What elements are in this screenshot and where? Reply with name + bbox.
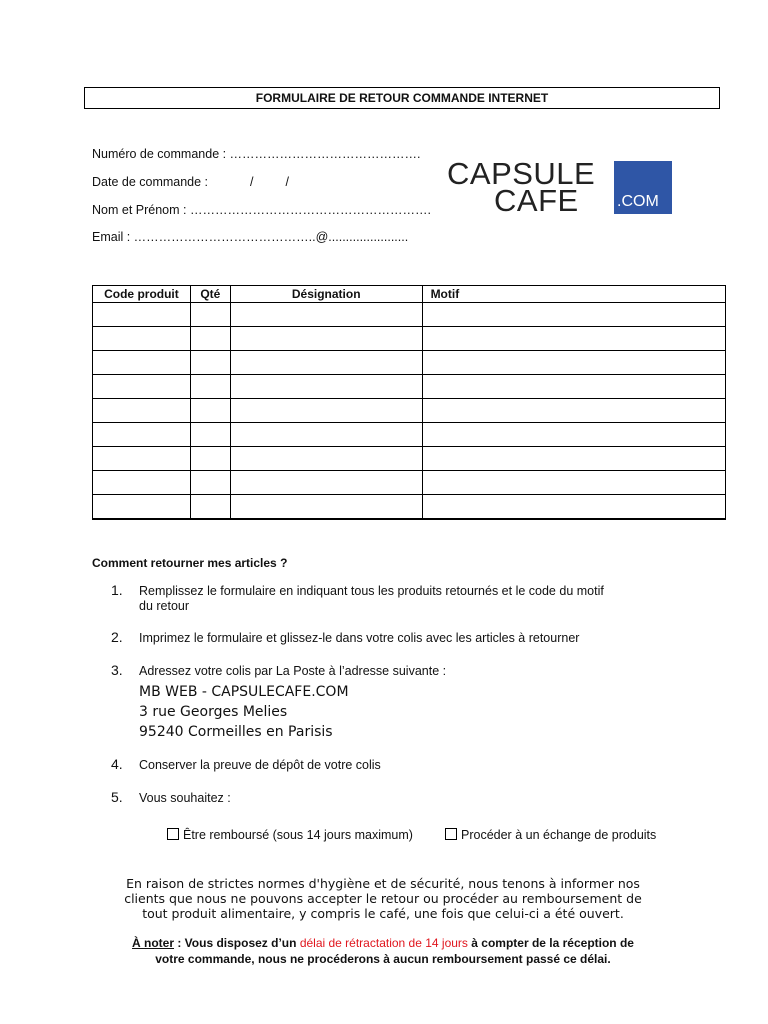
order-date-field[interactable] [92, 175, 289, 189]
cell-motif[interactable] [422, 423, 725, 447]
cell-designation[interactable] [230, 471, 422, 495]
table-row [93, 447, 726, 471]
table-row [93, 399, 726, 423]
cell-qty[interactable] [190, 471, 230, 495]
cell-designation[interactable] [230, 351, 422, 375]
table-row [93, 495, 726, 520]
cell-code[interactable] [93, 327, 191, 351]
hygiene-notice [100, 876, 666, 921]
cell-motif[interactable] [422, 327, 725, 351]
cell-designation[interactable] [230, 447, 422, 471]
note-highlight: délai de rétractation de 14 jours [299, 936, 468, 950]
cell-qty[interactable] [190, 351, 230, 375]
cell-designation[interactable] [230, 303, 422, 327]
note-label: À noter [132, 936, 175, 950]
cell-qty[interactable] [190, 327, 230, 351]
step-text: Remplissez le formulaire en indiquant tous les produits retournés et le code du motif [139, 584, 604, 598]
date-separator: / [285, 175, 290, 189]
header-code-produit: Code produit [93, 286, 191, 303]
address-line: MB WEB - CAPSULECAFE.COM [139, 684, 349, 700]
logo-line2: CAFE [494, 183, 579, 218]
address-line: 95240 Cormeilles en Parisis [139, 724, 333, 740]
date-separator: / [250, 175, 254, 189]
step-text: Vous souhaitez : [139, 791, 231, 805]
cell-code[interactable] [93, 471, 191, 495]
note-text: à compter de la réception de [467, 936, 634, 950]
step-text: Imprimez le formulaire et glissez-le dans votre colis avec les articles à retourner [139, 631, 580, 645]
table-row [93, 471, 726, 495]
cell-designation[interactable] [230, 327, 422, 351]
cell-motif[interactable] [422, 303, 725, 327]
table-row [93, 375, 726, 399]
form-title: FORMULAIRE DE RETOUR COMMANDE INTERNET [84, 87, 720, 109]
cell-designation[interactable] [230, 375, 422, 399]
cell-motif[interactable] [422, 351, 725, 375]
refund-checkbox[interactable] [167, 828, 179, 840]
refund-label: Être remboursé (sous 14 jours maximum) [183, 828, 413, 842]
instructions-title: Comment retourner mes articles ? [92, 556, 288, 570]
hygiene-line: En raison de strictes normes d'hygiène et de sécurité, nous tenons à informer nos [126, 876, 640, 891]
logo-suffix: .COM [617, 193, 659, 210]
withdrawal-note [100, 935, 666, 967]
exchange-option[interactable] [445, 828, 656, 842]
cell-code[interactable] [93, 495, 191, 520]
cell-designation[interactable] [230, 495, 422, 520]
table-row [93, 351, 726, 375]
logo-com-badge [614, 161, 672, 214]
cell-motif[interactable] [422, 447, 725, 471]
table-header-row [93, 286, 726, 303]
hygiene-line: tout produit alimentaire, y compris le café, une fois que celui-ci a été ouvert. [142, 906, 624, 921]
step-number: 4. [111, 756, 123, 772]
hygiene-line: clients que nous ne pouvons accepter le retour ou procéder au remboursement de [124, 891, 642, 906]
cell-code[interactable] [93, 375, 191, 399]
cell-code[interactable] [93, 399, 191, 423]
step-text: Adressez votre colis par La Poste à l’adresse suivante : [139, 664, 447, 678]
header-qte: Qté [190, 286, 230, 303]
cell-qty[interactable] [190, 375, 230, 399]
refund-option[interactable] [167, 828, 413, 842]
cell-designation[interactable] [230, 423, 422, 447]
note-text: : Vous disposez d’un [174, 936, 300, 950]
header-motif: Motif [422, 286, 725, 303]
cell-motif[interactable] [422, 399, 725, 423]
cell-code[interactable] [93, 423, 191, 447]
cell-qty[interactable] [190, 423, 230, 447]
cell-motif[interactable] [422, 375, 725, 399]
cell-code[interactable] [93, 351, 191, 375]
step-number: 3. [111, 662, 123, 678]
exchange-checkbox[interactable] [445, 828, 457, 840]
cell-code[interactable] [93, 303, 191, 327]
step-text: Conserver la preuve de dépôt de votre colis [139, 758, 381, 772]
table-row [93, 423, 726, 447]
cell-qty[interactable] [190, 303, 230, 327]
table-row [93, 303, 726, 327]
cell-qty[interactable] [190, 495, 230, 520]
name-field[interactable]: Nom et Prénom : …………………………………………………. [92, 203, 431, 217]
cell-designation[interactable] [230, 399, 422, 423]
step-text-continued: du retour [139, 599, 190, 613]
step-number: 1. [111, 582, 123, 598]
header-designation: Désignation [230, 286, 422, 303]
cell-motif[interactable] [422, 495, 725, 520]
return-items-table [92, 285, 726, 520]
cell-motif[interactable] [422, 471, 725, 495]
step-number: 5. [111, 789, 123, 805]
step-number: 2. [111, 629, 123, 645]
order-number-field[interactable]: Numéro de commande : ………………………………………. [92, 147, 421, 161]
note-line2: votre commande, nous ne procéderons à aucun remboursement passé ce délai. [155, 952, 611, 966]
table-row [93, 327, 726, 351]
email-field[interactable]: Email : ……………………………………..@....................... [92, 230, 409, 244]
capsulecafe-logo [447, 158, 673, 216]
order-date-label: Date de commande : [92, 175, 209, 189]
exchange-label: Procéder à un échange de produits [461, 828, 657, 842]
logo-line1: CAPSULE [447, 156, 596, 191]
cell-qty[interactable] [190, 447, 230, 471]
cell-code[interactable] [93, 447, 191, 471]
cell-qty[interactable] [190, 399, 230, 423]
address-line: 3 rue Georges Melies [139, 704, 288, 720]
